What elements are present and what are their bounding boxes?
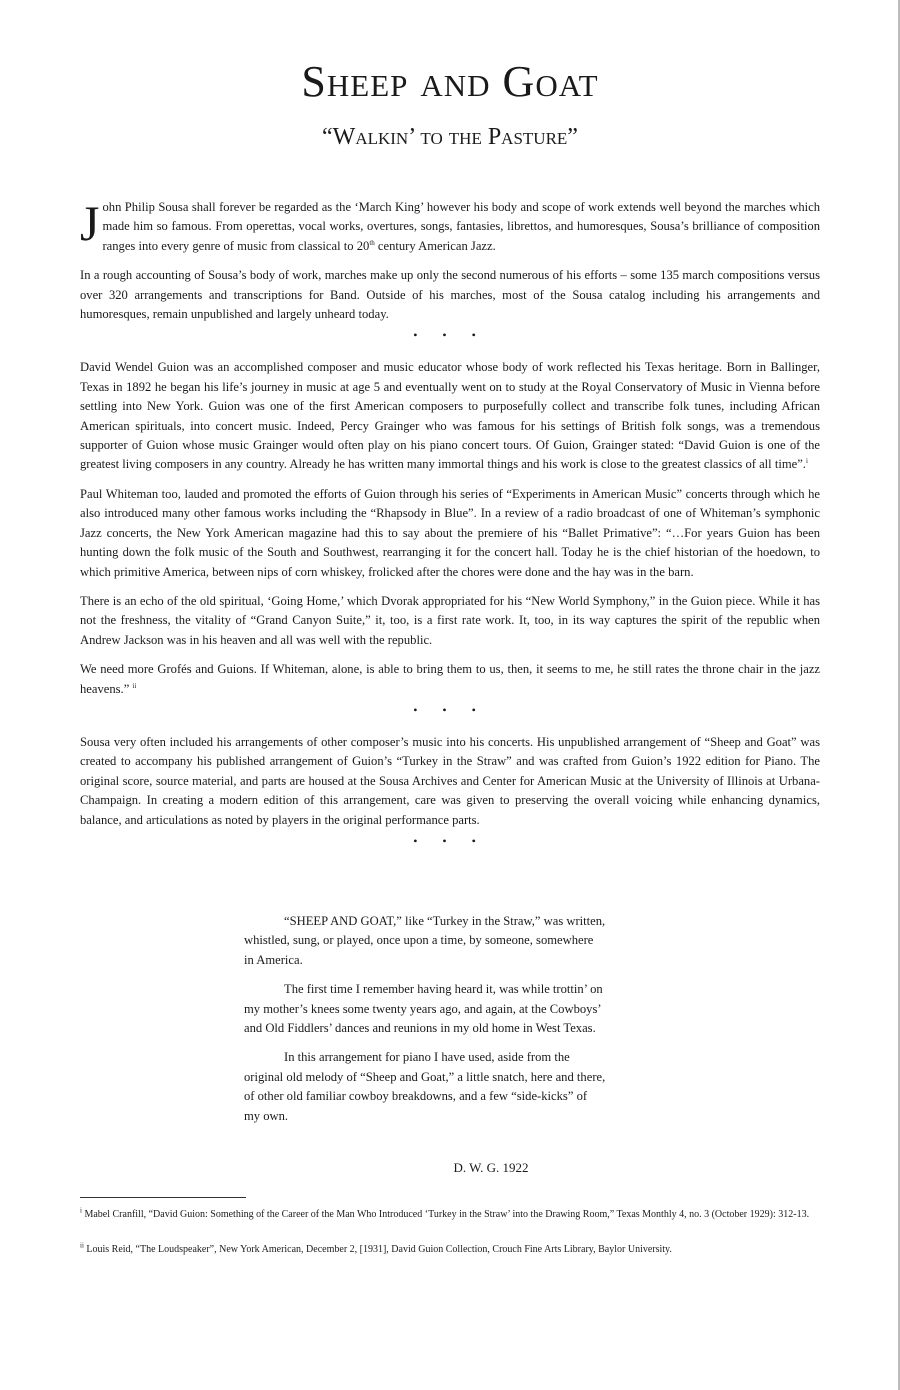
guion-paragraph-1 — [80, 358, 820, 474]
footnote-2-mark: ii — [80, 1241, 84, 1250]
page-subtitle: “Walkin’ to the Pasture” — [322, 124, 578, 150]
quote-paragraph-2: The first time I remember having heard it, was while trottin’ on my mother’s knees some twenty years ago, and again, at the Cowboys’ and Old Fiddlers’ dances and reunions in my old home in West Texas. — [244, 982, 603, 1036]
intro-paragraph-2: In a rough accounting of Sousa’s body of work, marches make up only the second numerous of his efforts – some 135 march compositions versus over 320 arrangements and transcriptions for Band. Outside of his marches, most of the Sousa catalog including his arrangements and humoresques, remain unpublished and largely unheard today. — [80, 268, 820, 322]
body-text — [80, 195, 820, 864]
quote-paragraph-1: “SHEEP AND GOAT,” like “Turkey in the Straw,” was written, whistled, sung, or played, once upon a time, by someone, somewhere in America. — [244, 914, 606, 967]
section-separator-2: • • • — [413, 702, 487, 717]
footnote-1-mark: i — [80, 1206, 82, 1215]
guion-paragraph-4 — [80, 660, 820, 699]
section-separator-1: • • • — [413, 328, 487, 343]
intro-paragraph-1 — [80, 195, 820, 256]
ordinal-suffix: th — [369, 238, 375, 247]
intro-paragraph-1-end: century American Jazz. — [374, 238, 496, 253]
arrangement-paragraph: Sousa very often included his arrangements of other composer’s music into his concerts. His unpublished arrangement of “Sheep and Goat” was created to accompany his published arrangement of Guion’s “Turkey in the Straw” and was crafted from Guion’s 1922 edition for Piano. The original score, source material, and parts are housed at the Sousa Archives and Center for American Music at the University of Illinois at Urbana-Champaign. In creating a modern edition of this arrangement, care was given to preserving the overall voicing while enhancing dynamics, balance, and articulations as noted by players in the original performance parts. — [80, 734, 820, 827]
page-title: Sheep and Goat — [301, 57, 599, 106]
guion-paragraph-1-text: David Wendel Guion was an accomplished composer and music educator whose body of work reflected his Texas heritage. Born in Ballinger, Texas in 1892 he began his life’s journey in music at age 5 and eventually went on to study at the Royal Conservatory of Music in Vienna before settling into New York. Guion was one of the first American composers to purposefully collect and transcribe folk tunes, including African American spirituals, into concert music. Indeed, Percy Grainger who was famous for his settings of British folk songs, was a tremendous supporter of Guion whose music Grainger would often play on his piano concert tours. Of Guion, Grainger stated: “David Guion is one of the greatest living composers in any country. Already he has written many immortal things and his work is close to the greatest classics of all time”. — [80, 360, 820, 472]
guion-paragraph-2: Paul Whiteman too, lauded and promoted the efforts of Guion through his series of “Experiments in American Music” concerts through which he also introduced many other famous works including the “Rhapsody in Blue”. In a review of a radio broadcast of one of Whiteman’s symphonic Jazz concerts, the New York American magazine had this to say about the premiere of his “Ballet Primative”: “…For years Guion has been hunting down the folk music of the South and Southwest, rearranging it for the concert hall. Today he is the chief historian of the hoedown, to which primitive America, between nips of corn whiskey, frolicked after the chores were done and the hay was in the barn. — [80, 486, 820, 579]
footnotes — [80, 1206, 825, 1276]
quote-paragraph-3: In this arrangement for piano I have used, aside from the original old melody of “Sheep and Goat,” a little snatch, here and there, of other old familiar cowboy breakdowns, and a few “side-kicks” of my own. — [244, 1050, 606, 1123]
footnote-2-text: Louis Reid, “The Loudspeaker”, New York American, December 2, [1931], David Guion Collection, Crouch Fine Arts Library, Baylor University. — [86, 1244, 672, 1255]
footnote-2 — [80, 1241, 825, 1258]
drop-cap: J — [80, 195, 100, 251]
section-separator-3: • • • — [413, 833, 487, 848]
intro-paragraph-1-text: ohn Philip Sousa shall forever be regarded as the ‘March King’ however his body and scope of work extends well beyond the marches which made him so famous. From operettas, vocal works, overtures, songs, fantasies, librettos, and humoresques, Sousa’s brilliance of composition ranges into every genre of music from classical to 20 — [102, 200, 820, 253]
footnote-ref-1: i — [805, 457, 808, 466]
guion-paragraph-4-text: We need more Grofés and Guions. If Whiteman, alone, is able to bring them to us, then, it seems to me, he still rates the throne chair in the jazz heavens.” — [80, 662, 820, 696]
footnote-ref-2: ii — [132, 681, 137, 690]
footnote-1-text: Mabel Cranfill, “David Guion: Something of the Career of the Man Who Introduced ‘Turkey in the Straw’ into the Drawing Room,” Texas Monthly 4, no. 3 (October 1929): 312-13. — [84, 1209, 810, 1220]
guion-paragraph-3: There is an echo of the old spiritual, ‘Going Home,’ which Dvorak appropriated for his “New World Symphony,” in the Guion piece. While it has not the freshness, the vitality of “Grand Canyon Suite,” it, too, is a first rate work. It, too, in its way captures the spirit of the republic when Andrew Jackson was in his heaven and all was well with the republic. — [80, 593, 820, 647]
footnote-divider — [80, 1197, 246, 1198]
guion-quote — [244, 912, 606, 1136]
quote-signature: D. W. G. 1922 — [453, 1160, 529, 1175]
footnote-1 — [80, 1206, 825, 1223]
